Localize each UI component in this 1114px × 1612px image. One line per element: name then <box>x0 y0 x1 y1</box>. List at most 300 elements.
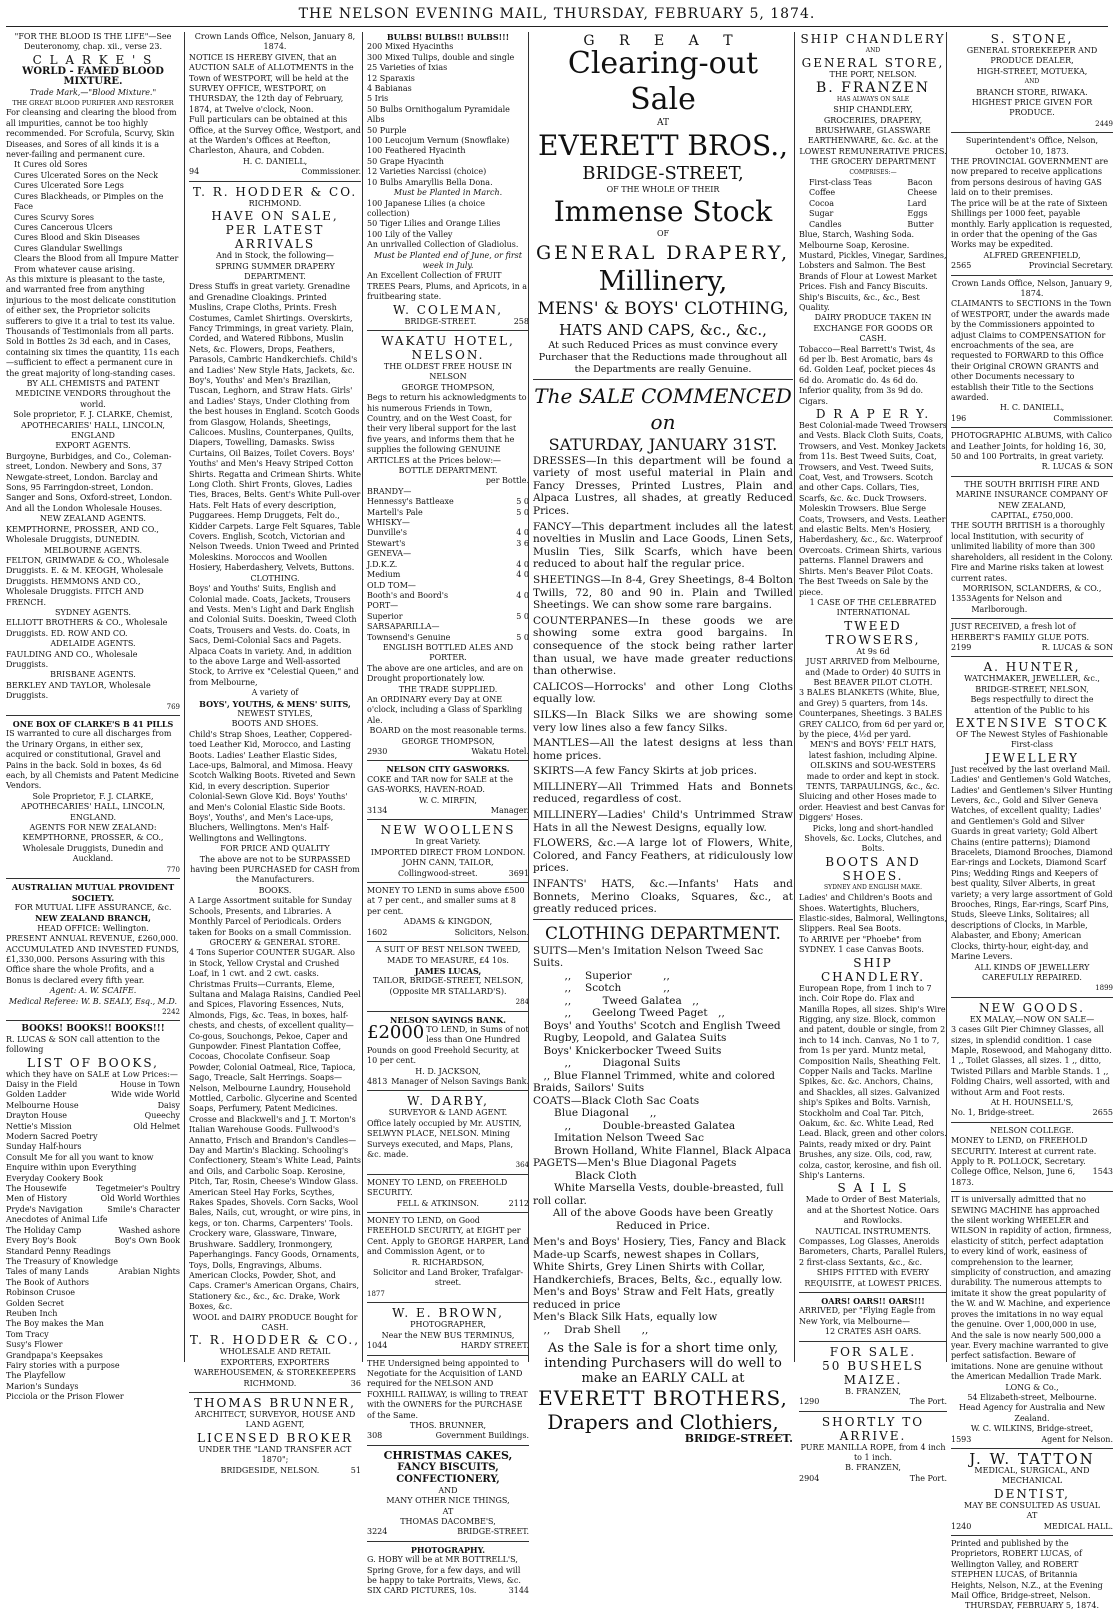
arrived2: ARRIVED, per "Flying Eagle from New York, via Melbourne— <box>799 1306 936 1326</box>
coats-list <box>533 1095 793 1158</box>
dairy: DAIRY PRODUCE TAKEN IN EXCHANGE FOR GOODS OR CASH. <box>813 313 933 344</box>
book-row-cell: Golden Ladder <box>6 1090 67 1100</box>
at: AT <box>656 118 669 129</box>
department-item: SILKS—In Black Silks we are showing some very low lines also a few fancy Silks. <box>533 708 793 734</box>
price-row <box>367 622 529 632</box>
cure-item: Cures Scurvy Sores <box>14 212 94 222</box>
section-heading: BOOKS. <box>258 885 292 895</box>
tatton-sub: MEDICAL, SURGICAL, AND MECHANICAL <box>974 1465 1090 1486</box>
divider <box>367 819 529 820</box>
newest: NEWEST STYLES, <box>237 708 313 718</box>
ad-number: 364 <box>515 1161 529 1170</box>
suit: A SUIT OF BEST NELSON TWEED, MADE TO MEASURE, £4 10s. <box>375 945 521 965</box>
location: Wakatu Hotel. <box>471 747 529 756</box>
trademark: Trade Mark,—"Blood Mixture." <box>29 87 157 97</box>
new-goods: NEW GOODS. <box>979 1000 1085 1015</box>
grocery-heading: THE GROCERY DEPARTMENT <box>810 157 936 167</box>
malay: EX MALAY,—NOW ON SALE— <box>969 1014 1095 1024</box>
bulb-item: 12 Sparaxis <box>367 73 415 83</box>
hats: MEN'S and BOYS' FELT HATS, latest fashion, including Alpine. <box>808 740 938 760</box>
tatton: J. W. TATTON <box>969 1449 1095 1468</box>
ad-number: 51 <box>350 1465 361 1475</box>
ad-number: 1593 <box>951 1434 972 1444</box>
book-row-cell: Enquire within upon Everything <box>6 1163 137 1173</box>
agents-heading: MELBOURNE AGENTS. <box>43 545 143 555</box>
amp-body: PRESENT ANNUAL REVENUE, £260,000. ACCUMULATED AND INVESTED FUNDS, £1,330,000. Persons Assuring with this Office share the whole Profits, and a Bonus is declared every fifth year. <box>6 934 180 985</box>
divider <box>367 1445 529 1446</box>
woollens-sub: IMPORTED DIRECT FROM LONDON. <box>370 847 526 857</box>
pills-title: ONE BOX OF CLARKE'S B 41 PILLS <box>12 719 174 729</box>
hunter-body: Just received by the last overland Mail. Ladies' and Gentlemen's Gold Watches, Ladies' and Gentlemen's Silver Hunting Levers, &c., Gold and Silver Geneva Watches, of excellent quality; Ladies' and Gentlemen's Gold and Silver Guards in great variety; Gold Albert Chains (entire patterns); Diamond Bracelets, Diamond Brooches, Diamond Ear-rings and Lockets, Diamond Scarf Pins; Wedding Rings and Keepers of best quality, Silver Alberts, in great variety; a very large assortment of Gold Brooches, Rings, Ear-rings, Scarf Pins, Studs, Sleeve Links, Solitaires; all descriptions of Clocks, in Marble, Alabaster, and Ebony; American Clocks, thirty-hour, eight-day, and Marine Levers. <box>951 764 1113 962</box>
book-row <box>6 1205 180 1215</box>
grocery-item: Sugar <box>809 209 834 219</box>
ad-number: 3224 <box>367 1527 388 1537</box>
blankets: 3 BALES BLANKETS (White, Blue, and Grey) 5 quarters, from 14s. Counterpanes, Sheetings. 3 BALES GREY CALICO, from 6d per yard or, by the piece, 4½d per yard. <box>799 688 945 739</box>
money2: MONEY TO LEND, on FREEHOLD SECURITY. <box>367 1177 508 1198</box>
signature: H. C. DANIELL, <box>242 156 308 166</box>
book-row-cell: House in Town <box>119 1080 180 1089</box>
grocery-item: First-class Teas <box>809 178 872 188</box>
agents-text: FELTON, GRIMWADE & CO., Wholesale Druggists. E. & M. KEOGH, Wholesale Druggists. HEMMONS AND CO., Wholesale Druggists. FITCH AND FRENCH. <box>6 555 169 607</box>
location: The Port. <box>909 1473 947 1483</box>
book-row <box>6 1226 180 1236</box>
short-time: As the Sale is for a short time only, intending Purchasers will do well to make an EARLY CALL at <box>544 1341 782 1387</box>
hodder-title: T. R. HODDER & CO., <box>189 1333 361 1348</box>
undersigned: THE Undersigned being appointed to Negotiate for the Acquisition of LAND required for the NELSON AND FOXHILL RAILWAY, is willing to TREAT with the OWNERS for the PURCHASE of the Same. <box>367 1358 528 1420</box>
hodder-title: T. R. HODDER & CO. <box>192 184 358 199</box>
forsale: FOR SALE. <box>829 1344 917 1359</box>
straw: Men's and Boys' Straw and Felt Hats, greatly reduced in price <box>533 1286 775 1311</box>
wilkins: W. C. WILKINS, Bridge-street, <box>970 1424 1094 1434</box>
location: BRIDGESIDE, NELSON. <box>220 1465 320 1475</box>
sale-commenced: The SALE COMMENCED on <box>534 383 792 434</box>
divider <box>951 618 1113 619</box>
ad-number: 2449 <box>1095 119 1113 128</box>
notice: Full particulars can be obtained at this Office, at the Survey Office, Westport, and at the Warden's Offices at Reefton, Charleston, Ahaura, and Cobden. <box>189 115 361 156</box>
tweed: TWEED TROWSERS, <box>825 618 921 647</box>
book-row-cell: The Boy makes the Man <box>6 1319 104 1329</box>
price-row-cell: J.D.K.Z. <box>367 559 398 569</box>
dateline: Crown Lands Office, Nelson, January 9, 1874. <box>951 278 1113 298</box>
bank-heading: NELSON SAVINGS BANK. <box>390 1014 506 1025</box>
divider <box>799 1292 947 1293</box>
price-row <box>367 570 529 580</box>
millinery: Millinery, <box>598 265 728 297</box>
ad-number: 2655 <box>1092 1108 1113 1118</box>
sewing: IT is universally admitted that no SEWING MACHINE has approached the silent working WHEELER and WILSON in rapidity of action, firmness, elasticity of stitch, perfect adaptation to every kind of work, easiness of comprehension to the learner, simplicity of construction, and amazing durability. The numerous attempts to imitate it show the great popularity of the W. and W. Machine, and experience proves the imitations in no way equal the genuine. Over 1,000,000 in use, And the sale is now nearly 500,000 a year. Every machine warranted to give perfect satisfaction. Beware of imitations. None are genuine without the American Medallion Trade Mark. <box>951 1195 1112 1382</box>
divider <box>951 1191 1113 1192</box>
money3: MONEY TO LEND, on Good FREEHOLD SECURITY, at EIGHT per Cent. Apply to GEORGE HARPER, Land and Commission Agent, or to <box>367 1216 529 1257</box>
title: Government Buildings. <box>435 1431 529 1441</box>
comprises: COMPRISES:— <box>849 168 897 176</box>
phoebe: To ARRIVE per "Phoebe" from SYDNEY. 1 case Canvas Boots. <box>799 934 924 955</box>
coleman: W. COLEMAN, <box>392 302 504 317</box>
signature: THOS. BRUNNER, <box>409 1420 487 1430</box>
ship2-text: European Rope, from 1 inch to 7 inch. Coir Rope do. Flax and Manilla Ropes, all sizes. Ship's Wire Rigging, any size. Block, common and patent, double or single, from 2 inch to 14 inch. Canvas, No 1 to 7, from 1s per yard. Muntz metal, Composition Nails, Sheathing Felt. Copper Nails and Tacks. Marline Spikes, &c. &c. Anchors, Chains, and Shackles, all sizes. Galvanized ship's Spikes and Bolts. Varnish, Stockholm and Coal Tar. Pitch, Oakum, &c. &c. White Lead, Red Lead. Black, green and other colors. Paints, ready mixed or dry. Paint Brushes, any size. Oils, cod, raw, colza, castor, kerosine, and fish oil. Ship's Lanterns. <box>799 983 947 1180</box>
cure-item: Cures Blackheads, or Pimples on the Face <box>14 191 164 212</box>
book-row-cell: The Housewife <box>6 1184 67 1194</box>
stock-text: And in Stock, the following— <box>216 251 334 261</box>
department-item: DRESSES—In this department will be found a variety of most useful material in Plain and Fancy Dresses, Printed Lustres, Plain and Alpaca Lustres, all shades, at greatly Reduced Prices. <box>533 454 793 517</box>
ad-number: 2112 <box>508 1198 529 1208</box>
book-row-cell: Reuben Inch <box>6 1308 58 1318</box>
ship2-heading: SHIP CHANDLERY. <box>820 955 926 984</box>
book-row-cell: Grandpapa's Keepsakes <box>6 1350 103 1360</box>
coat-line: Blue Diagonal ,, <box>533 1107 657 1120</box>
bulb-item: 100 Feathered Hyacinth <box>367 146 466 156</box>
books-heading: LIST OF BOOKS, <box>26 1055 159 1070</box>
brit: THE SOUTH BRITISH is a thoroughly local Institution, with security of unlimited liability of more than 300 shareholders, all resident in the Colony. Fire and Marine risks taken at lowest current rates. <box>951 521 1113 583</box>
book-row <box>6 1257 180 1267</box>
grocery-item: Candles <box>809 219 842 229</box>
suit-line: ,, Tweed Galatea ,, <box>533 994 699 1007</box>
herbert: JUST RECEIVED, a fresh lot of HERBERT'S FAMILY GLUE POTS. <box>951 622 1090 642</box>
location: No. 1, Bridge-street. <box>951 1108 1035 1118</box>
divider <box>951 1122 1113 1123</box>
title: Manager. <box>490 806 529 816</box>
maize: 50 BUSHELS MAIZE. <box>822 1358 924 1387</box>
ale: ENGLISH BOTTLED ALES AND PORTER. <box>382 642 514 663</box>
title: Agents for Nelson and Marlborough. <box>971 594 1063 614</box>
price-row <box>367 497 529 507</box>
bulb-item: 50 Grape Hyacinth <box>367 156 444 166</box>
amp-referee: Medical Referee: W. B. SEALY, Esq., M.D. <box>8 996 178 1006</box>
book-row-cell: Melbourne House <box>6 1100 79 1110</box>
book-row-cell: Susy's Flower <box>6 1340 63 1350</box>
hodder-sub: WHOLESALE AND RETAIL <box>219 1347 331 1357</box>
suit-line: Rugby, Leopold, and Galatea Suits <box>533 1032 727 1045</box>
ad-number: 2930 <box>367 747 388 756</box>
price-row <box>367 508 529 518</box>
divider <box>533 919 793 920</box>
coat-line: ,, Double-breasted Galatea <box>533 1119 736 1132</box>
bulb-item: 50 Bulbs Ornithogalum Pyramidale Albs <box>367 104 510 125</box>
book-row-cell: Nettie's Mission <box>6 1121 72 1131</box>
ad-number: 36 <box>350 1378 361 1388</box>
clothing-list: Boys' and Youths' Suits, English and Colonial made. Coats, Jackets, Trousers and Vests. Men's Light and Dark English and Colonial Suits. Doeskin, Tweed Cloth Coats, Trousers and Vests. do. Coats, in Sacs, Demi-Colonial Sacs and Pagets. Alpaca Coats in variety. And, in addition to the above Large and Well-assorted Stock, to Arrive ex "Celestial Queen," and from Melbourne, <box>189 584 359 687</box>
book-row <box>6 1340 180 1350</box>
book-row <box>6 1174 180 1184</box>
body-text: Sole proprietor, F. J. CLARKE, Chemist, APOTHECARIES' HALL, LINCOLN, ENGLAND <box>13 410 173 441</box>
divider <box>367 760 529 761</box>
brunner-title: THOMAS BRUNNER, <box>194 1395 356 1410</box>
book-row-cell: Every Boy's Book <box>6 1236 77 1246</box>
divider <box>367 1174 529 1175</box>
bulb-item: 12 Varieties Narcissi (choice) <box>367 167 487 177</box>
location: The Port. <box>909 1397 947 1407</box>
silk: Men's Black Silk Hats, equally low <box>533 1311 718 1324</box>
price-row <box>367 612 529 622</box>
intro: For cleansing and clearing the blood from all impurities, cannot be too highly recommended. For Scrofula, Scurvy, Skin Diseases, and Sores of all kinds it is a never-failing and permanent cure. <box>6 108 177 160</box>
cure-item: Cures Glandular Swellings <box>14 243 123 253</box>
pagets-list <box>533 1157 793 1207</box>
suit-line: ,, Blue Flannel Trimmed, white and colored Braids, Sailors' Suits <box>533 1069 775 1095</box>
stone: S. STONE, <box>990 32 1074 46</box>
ad-number: 284 <box>515 998 529 1007</box>
coat-line: Imitation Nelson Tweed Sac <box>533 1132 704 1145</box>
book-row <box>6 1278 180 1288</box>
book-row <box>6 1132 180 1142</box>
book-row-cell: Standard Penny Readings <box>6 1246 111 1256</box>
signature: R. LUCAS & SON <box>1041 642 1113 652</box>
reduced: At such Reduced Prices as must convince every Purchaser that the Reductions made throughout all the Departments are really Genuine. <box>538 339 788 375</box>
price-row-cell: 4 0 <box>516 590 529 600</box>
suits-list <box>533 945 793 1095</box>
department-item: MILLINERY—Ladies' Child's Untrimmed Straw Hats in all the Newest Designs, equally low. <box>533 809 793 834</box>
price-row <box>367 591 529 601</box>
price-row-cell: BRANDY— <box>367 486 412 496</box>
everett-brothers: EVERETT BROTHERS, <box>538 1386 788 1411</box>
and: AND <box>1024 78 1040 86</box>
long-loc: 54 Elizabeth-street, Melbourne. <box>967 1392 1097 1402</box>
divider <box>189 181 361 182</box>
capital: CAPITAL, £750,000. <box>990 511 1074 521</box>
list: EARTHENWARE, &c. &c. at the <box>807 136 939 146</box>
note: Must be Planted end of June, or first week in July. <box>374 250 522 270</box>
agents-text: KEMPTHORNE, PROSSER, AND CO., Wholesale Druggists, DUNEDIN. <box>6 524 159 545</box>
drapery-heading: D R A P E R Y. <box>815 407 931 421</box>
clarke-title: C L A R K E ' S <box>32 52 154 67</box>
hunter: A. HUNTER, <box>983 660 1081 675</box>
divider <box>533 379 793 380</box>
hosiery: Men's and Boys' Hosiery, Ties, Fancy and Black Made-up Scarfs, newest shapes in Collars, White Shirts, Grey Linen Shirts with Collar, Handkerchiefs, Braces, Belts, &c., equally low. <box>533 1236 786 1286</box>
sale-heading: PER LATEST ARRIVALS <box>225 223 325 252</box>
grocery-columns <box>799 178 947 230</box>
brown-sub: Near the NEW BUS TERMINUS, <box>381 1330 515 1340</box>
grocery-item: Bacon <box>907 178 933 188</box>
and: AND <box>865 47 881 54</box>
tobacco: Tobacco—Real Barrett's Twist, 4s 6d per lb. Best Aromatic, bars 4s 6d. Golden Leaf, pocket pieces 4s 6d do. Aromatic do. 4s 6d do. Inferior quality, from 3s 9d do. Cigars. <box>799 344 936 406</box>
at: AT <box>1026 1511 1038 1521</box>
body-text: BY ALL CHEMISTS and PATENT MEDICINE VENDORS throughout the world. <box>15 379 171 409</box>
gas-text: COKE and TAR now for SALE at the GAS-WORKS, HAVEN-ROAD. <box>367 774 513 795</box>
signature: MORRISON, SCLANDERS, & CO., <box>962 583 1102 593</box>
clarke-heading: WORLD - FAMED BLOOD MIXTURE. <box>22 65 164 88</box>
albums: PHOTOGRAPHIC ALBUMS, with Calico and Leather Joints, for holding 16, 30, 50 and 100 Portraits, in great variety. <box>951 431 1112 462</box>
bulbs-heading: BULBS! BULBS!! BULBS!!! <box>386 32 510 42</box>
price-row <box>367 518 529 528</box>
lily-item: 100 Japanese Lilies (a choice collection) <box>367 198 485 218</box>
prov: THE PROVINCIAL GOVERNMENT are now prepared to receive applications from persons desirous of having GAS laid on to their premises. <box>951 157 1109 198</box>
lily-item: 50 Tiger Lilies and Orange Lilies <box>367 219 501 229</box>
grocery-right <box>907 178 937 230</box>
suit-line: ,, Diagonal Suits <box>533 1057 681 1070</box>
ad-number: 258 <box>513 316 529 326</box>
bulb-item: 300 Mixed Tulips, double and single <box>367 52 515 62</box>
book-row-cell: Wide wide World <box>111 1090 180 1100</box>
ad-number: 770 <box>166 865 180 874</box>
books-text: A Large Assortment suitable for Sunday Schools, Presents, and Libraries. A Monthly Parcel of Periodicals. Orders taken for Books on a small Commission. <box>189 896 352 937</box>
suit-line: Boys' Knickerbocker Tweed Suits <box>533 1044 722 1057</box>
ad-number: 769 <box>166 702 180 711</box>
department-items <box>533 455 793 916</box>
darby-sub: SURVEYOR & LAND AGENT. <box>388 1108 508 1118</box>
pills-text: AGENTS FOR NEW ZEALAND: KEMPTHORNE, PROSSER, & CO., Wholesale Druggists, Dunedin and Auckland. <box>22 823 164 864</box>
amp-title: AUSTRALIAN MUTUAL PROVIDENT SOCIETY. <box>11 882 175 903</box>
title: Commissioner. <box>1053 413 1113 423</box>
lily-item: 100 Lily of the Valley <box>367 229 453 239</box>
sale-date: SATURDAY, JANUARY 31ST. <box>548 434 778 454</box>
price: SIX CARD PICTURES, 10s. <box>367 1586 477 1596</box>
darby-body: Office lately occupied by Mr. AUSTIN, SELWYN PLACE, NELSON. Mining Surveys executed, and Maps, Plans, &c. made. <box>367 1118 522 1159</box>
divider <box>951 275 1113 276</box>
grocery-text: 4 Tons Superior COUNTER SUGAR. Also in Stock, Yellow Crystal and Crushed Loaf, in 1 cwt. and 2 cwt. casks. Christmas Fruits—Currants, Eleme, Sultana and Malaga Raisins, Candied Peel and Spices, Flavoring Essences, Nuts, Almonds, Figs, &c. Teas, in boxes, half-chests, and chests, of excellent quality—Co-gous, Souchongs, Pekoe, Caper and Gunpowder. Finest Plantation Coffee, Cocoas, Chocolate Confiseur. Soap Powder, Colonial Oatmeal, Rice, Tapioca, Sago, Treacle, Salt Herrings. Soaps—Nelson, Melbourne Laundry, Household Mottled, Carbolic. Glycerine and Scented Soaps, Perfumery, Patent Medicines. Crosse and Blackwell's and J. T. Morton's Italian Warehouse Goods. Fullwood's Annatto, Frisch and Brandon's Candles—Day and Martin's Blacking. Schooling's Confectionery, Steam's White Lead, Paints and Oils, and Carbolic Soap. Kerosine, Pitch, Tar, Rosin, Cheese's Window Glass. American Steel Hay Forks, Scythes, Rakes Spades, Shovels. Corn Sacks, Wool Bales, Nails, cut, wrought, or wire pins, in kegs, or ton. Charms, Carpenters' Tools. Crockery ware, Glassware, Tinware, Brushware. Saddlery, Ironmongery, Paperhangings. Fancy Goods, Ornaments, Toys, Dolls, Engravings, Albums. American Clocks, Powder, Shot, and Caps. Cramer's American Organs, Chairs, Stationery &c., &c., &c. Drake, Work Boxes, &c. <box>189 948 362 1312</box>
book-row-cell: Pryde's Navigation <box>6 1204 83 1214</box>
agents-heading: SYDNEY AGENTS. <box>55 607 131 617</box>
ad-number: 1543 <box>1092 1167 1113 1177</box>
malay-body: 3 cases Gilt Pier Chimney Glasses, all sizes, in splendid condition. 1 case Maple, Rosewood, and Mahogany ditto. 1 ,, Toilet Glasses, all sizes. 1 ,, ditto, Twisted Pillars and Marble Stands. 1 ,, Folding Chairs, well assorted, with and without Arm and Foot rests. <box>951 1025 1112 1097</box>
title: Solicitors, Nelson. <box>454 927 529 937</box>
department-item: INFANTS' HATS, &c.—Infants' Hats and Bonnets, Merino Cloaks, Squares, &c., at greatly reduced prices. <box>533 878 793 916</box>
department-item: MILLINERY—All Trimmed Hats and Bonnets reduced, regardless of cost. <box>533 780 793 806</box>
dateline: College Office, Nelson, June 6, 1873. <box>951 1167 1076 1187</box>
signature: W. C. MIRFIN, <box>419 795 477 805</box>
branch: BRANCH STORE, RIWAKA. <box>976 87 1088 97</box>
price-row-cell: WHISKY— <box>367 518 410 528</box>
book-row-cell: Washed ashore <box>118 1225 180 1235</box>
immense-stock: Immense Stock <box>553 195 773 229</box>
book-row-cell: Modern Sacred Poetry <box>6 1132 98 1142</box>
signature: FELL & ATKINSON. <box>396 1198 479 1208</box>
general-drapery: GENERAL DRAPERY, <box>536 241 790 264</box>
agents-heading: NEW ZEALAND AGENTS. <box>40 514 146 524</box>
section-heading: BOOTS AND SHOES. <box>231 719 319 729</box>
ad-number: 1353 <box>951 594 972 604</box>
brit-heading: THE SOUTH BRITISH FIRE AND MARINE INSURANCE COMPANY OF NEW ZEALAND, <box>955 479 1109 510</box>
ad-number: 1877 <box>367 1289 385 1298</box>
agents-text: Burgoyne, Burbidges, and Co., Coleman-street, London. Newbery and Sons, 37 Newgate-street, London. Barclay and Sons, 95 Farringdon-street, London. Sanger and Sons, Oxford-street, London. And all the London Wholesale Houses. <box>6 451 173 513</box>
grocery-item: Eggs <box>907 209 928 219</box>
suit-line: Boys' and Youths' Scotch and English Tweed <box>533 1019 781 1032</box>
reduced2: All of the above Goods have been Greatly Reduced in Price. <box>552 1207 774 1232</box>
book-row-cell: Picciola or the Prison Flower <box>6 1392 124 1402</box>
suit-line: ,, Superior ,, <box>533 969 670 982</box>
lily-item: An unrivalled Collection of Gladiolus. <box>367 240 519 250</box>
department-item: FANCY—This department includes all the latest novelties in Muslin and Lace Goods, Linen Sets, Muslin Ties, Silk Scarfs, which have been reduced to about half the regular price. <box>533 520 793 571</box>
ad-number: 1044 <box>367 1341 388 1351</box>
photo-text: G. HOBY will be at MR BOTTRELL'S, Spring Grove, for a few days, and will be happy to take Portraits, Views, &c. <box>367 1555 521 1585</box>
books-intro: R. LUCAS & SON call attention to the following <box>6 1034 160 1055</box>
book-row <box>6 1392 180 1402</box>
price-row-cell: OLD TOM— <box>367 580 416 590</box>
divider <box>367 882 529 883</box>
claimants: CLAIMANTS to SECTIONS in the Town of WESTPORT, under the awards made by the Commissioners appointed to adjust Claims to COMPENSATION for encroachments of the sea, are requested to FORWARD to this Office their Original CROWN GRANTS and other Documents necessary to establish their Title to the Sections awarded. <box>951 299 1112 402</box>
list: BRUSHWARE, GLASSWARE <box>815 126 931 136</box>
location: RICHMOND. <box>243 1378 297 1388</box>
college-body: MONEY to LEND, on FREEHOLD SECURITY. Interest at current rate. Apply to R. POLLOCK, Secretary. <box>951 1136 1097 1166</box>
book-row <box>6 1267 180 1277</box>
and: AND <box>438 1485 458 1495</box>
book-row-cell: Arabian Nights <box>118 1267 180 1277</box>
suit-line: ,, Geelong Tweed Paget ,, <box>533 1007 725 1020</box>
prov: The price will be at the rate of Sixteen Shillings per 1000 feet, payable monthly. Early application is requested, in order that the opening of the Gas Works may be expedited. <box>951 198 1113 250</box>
amp-branch: NEW ZEALAND BRANCH, <box>35 913 151 924</box>
brunner-sub: LICENSED BROKER <box>196 1430 354 1445</box>
price-row-cell: 3 6 <box>516 538 529 548</box>
department-item: MANTLES—All the latest designs at less than home prices. <box>533 737 793 762</box>
drapery-text: Best Colonial-made Tweed Trowsers and Vests. Black Cloth Suits, Coats, Trowsers, and Vest. Monkey Jackets from 11s. Best Tweed Suits, Coat, Trowsers, and Vest. Tweed Suits, Coat, Vest, and Trowsers. Scotch and other Caps. Collars, Ties, Scarfs, &c. &c. Duck Trowsers. Moleskin Trowsers. Blue Serge Coats, Trowsers, and Vests. Leather and elastic Belts. Men's Hosiery, Haberdashery, &c., &c. Waterproof Overcoats. Crimean Shirts, various patterns. Flannel Drawers and Shirts. Men's Beaver Pilot Coats. The Best Tweeds on Sale by the piece. <box>799 421 947 597</box>
woollens: NEW WOOLLENS <box>380 823 516 838</box>
price-list <box>367 487 529 643</box>
coat-line: COATS—Black Cloth Sac Coats <box>533 1094 700 1107</box>
location: BRIDGE-STREET. <box>457 1527 529 1537</box>
drapers: Drapers and Clothiers, <box>547 1410 779 1435</box>
ad-number: 1240 <box>951 1521 972 1531</box>
book-row-cell: Boy's Own Book <box>114 1236 180 1246</box>
price-row-cell: Booth's and Boord's <box>367 590 449 600</box>
franzen2: B. FRANZEN, <box>845 1386 901 1396</box>
price-text: The above are not to be SURPASSED having been PURCHASED for CASH from the Manufacturers. <box>190 854 360 885</box>
bulb-item: 5 Iris <box>367 94 389 104</box>
ordinary: An ORDINARY every Day at ONE o'clock, including a Glass of Sparkling Ale. <box>367 694 523 725</box>
book-row <box>6 1101 180 1111</box>
price-row <box>367 601 529 611</box>
ad-number: 2565 <box>951 261 972 271</box>
ship-heading: SHIP CHANDLERY <box>800 32 946 46</box>
agents-text: ELLIOTT BROTHERS & CO., Wholesale Druggists. ED. ROW AND CO. <box>6 618 168 638</box>
cure-item: Cures Ulcerated Sore Legs <box>14 181 124 191</box>
book-row-cell: Consult Me for all you want to know <box>6 1152 154 1162</box>
price-row <box>367 549 529 559</box>
department-item: FLOWERS, &c.—A large lot of Flowers, White, Colored, and Fancy Feathers, at ridiculously low prices. <box>533 837 793 875</box>
ad-number: 4813 <box>367 1076 388 1086</box>
divider <box>951 427 1113 428</box>
tents: TENTS, TARPAULINGS, &c., &c. <box>806 782 940 791</box>
nice: MANY OTHER NICE THINGS, <box>386 1496 510 1506</box>
bulb-item: 200 Mixed Hyacinths <box>367 42 454 52</box>
port: THE PORT, NELSON. <box>829 70 917 80</box>
per-bottle: per Bottle. <box>485 476 529 486</box>
book-row-cell: The Treasury of Knowledge <box>6 1256 118 1266</box>
biscuits: FANCY BISCUITS, <box>397 1461 499 1473</box>
bank-amount: £2000 <box>367 1021 425 1043</box>
confectionery: CONFECTIONERY, <box>396 1473 500 1485</box>
books-sub: which they have on SALE at Low Prices:— <box>6 1069 178 1079</box>
ad-number: 3691 <box>508 868 529 878</box>
book-row-cell: Robinson Crusoe <box>6 1288 76 1298</box>
wakatu-title: WAKATU HOTEL, NELSON. <box>381 333 515 362</box>
clearing-sale: Clearing-out Sale <box>567 46 759 118</box>
grocery-item: Butter <box>907 219 934 229</box>
thompson-body: Begs to return his acknowledgments to his numerous Friends in Town, Country, and on the West Coast, for their very liberal support for the last five years, and informs them that he supplies the following GENUINE ARTICLES at the Prices below:— <box>367 393 527 465</box>
bulb-item: 4 Babianas <box>367 84 412 94</box>
cakes: CHRISTMAS CAKES, <box>383 1448 513 1462</box>
divider <box>367 1011 529 1012</box>
sails-text: Made to Order of Best Materials, and at the Shortest Notice. Oars and Rowlocks. <box>805 1195 941 1226</box>
book-row-cell: Old World Worthies <box>100 1194 180 1204</box>
divider <box>951 1535 1113 1536</box>
department-item: COUNTERPANES—In these goods we are showing some extra good bargains. In consequence of the stock being rather larter than usual, we have made greater reductions than otherwise. <box>533 614 793 678</box>
book-row-cell: Anecdotes of Animal Life <box>6 1215 108 1225</box>
title: Agent for Nelson. <box>1041 1434 1113 1444</box>
book-row <box>6 1288 180 1298</box>
agents-heading: EXPORT AGENTS. <box>55 441 131 451</box>
column-2 <box>184 32 362 1475</box>
stone-loc: HIGH-STREET, MOTUEKA, <box>976 66 1088 76</box>
book-row-cell: Smile's Character <box>107 1204 180 1214</box>
column-6 <box>946 32 1113 1611</box>
price-row <box>367 581 529 591</box>
everett-title: EVERETT BROS., <box>538 128 788 162</box>
stone-sub: GENERAL STOREKEEPER AND PRODUCE DEALER, <box>966 46 1098 66</box>
books-list <box>6 1080 180 1403</box>
divider <box>6 878 180 879</box>
wool: WOOL and DAIRY PRODUCE Bought for CASH. <box>192 1312 358 1332</box>
ale-body: The above are one articles, and are on Drought proportionately low. <box>367 663 524 684</box>
sluicing: Sluicing and other Hoses made to order. Heaviest and best Canvas for Diggers' Hoses. <box>799 792 945 823</box>
list: SHIP CHANDLERY, <box>833 105 913 115</box>
oars: OARS! OARS!! OARS!!! <box>821 1296 925 1307</box>
